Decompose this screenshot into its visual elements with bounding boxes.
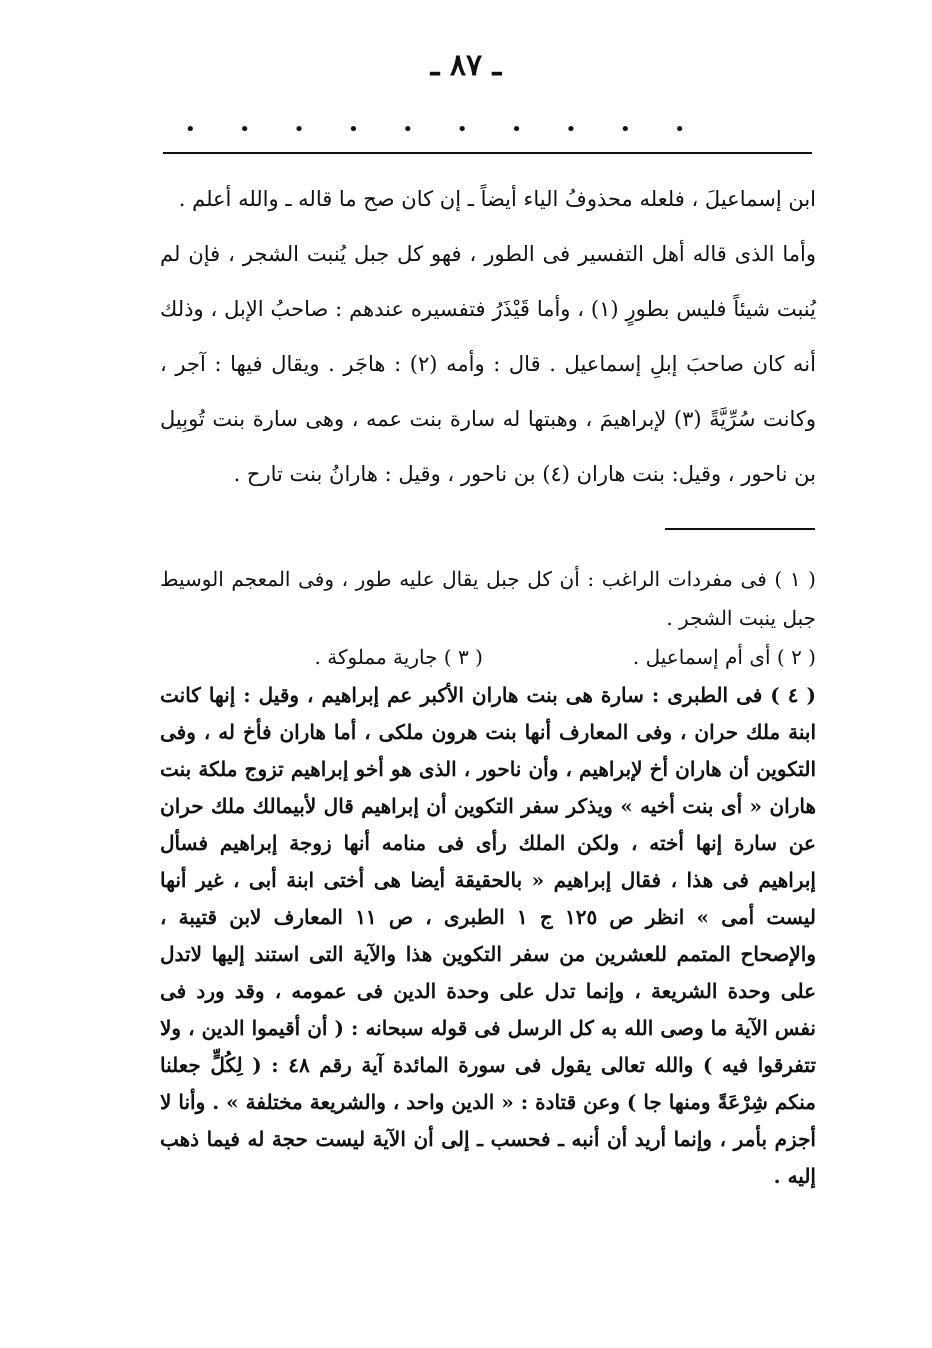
footnote-1: ( ١ ) فى مفردات الراغب : أن كل جبل يقال عليه طور ، وفى المعجم الوسيط جبل ينبت الشجر . [160,567,816,630]
footnote-divider [665,528,815,530]
footnote-3: ( ٣ ) جارية مملوكة . [314,645,483,669]
separator-dot: • [674,119,685,140]
header-rule [290,152,812,154]
separator-dot: • [185,119,196,140]
separator-dot: • [293,119,305,140]
separator-dot: • [511,119,522,140]
main-text [160,172,816,502]
separator-dot: • [456,119,468,140]
separator-dot: • [348,119,359,140]
main-paragraph: ابن إسماعيلَ ، فلعله محذوفُ الياء أيضاً ـ إن كان صح ما قاله ـ والله أعلم . [178,187,816,211]
separator-dot: • [239,119,250,140]
main-paragraph: وأما الذى قاله أهل التفسير فى الطور ، فهو كل جبل يُنبت الشجر ، فإن لم يُنبت شيئاً فليس بطورٍ (١) ، وأما قَيْذَرُ فتفسيره عندهم : صاحبُ الإبل ، وذلك أنه كان صاحبَ إبلِ إسماعيل . قال : وأمه (٢) : هاجَر . ويقال فيها : آجر ، وكانت سُرِّيَّةً (٣) لإبراهيمَ ، وهبتها له سارة بنت عمه ، وهى سارة بنت تُوبِيل بن ناحور ، وقيل: بنت هاران (٤) بن ناحور ، وقيل : هارانُ بنت تارح . [160,242,816,486]
separator-dot: • [565,119,577,140]
footnote-4: ( ٤ ) فى الطبرى : سارة هى بنت هاران الأكبر عم إبراهيم ، وقيل : إنها كانت ابنة ملك حران ، وفى المعارف أنها بنت هرون ملكى ، أما هاران فأخ له ، وفى التكوين أن هاران أخ لإبراهيم ، وأن ناحور ، الذى هو أخو إبراهيم تزوج ملكة بنت هاران « أى بنت أخيه » ويذكر سفر التكوين أن إبراهيم قال لأبيمالك ملك حران عن سارة إنها أخته ، ولكن الملك رأى فى منامه أنها زوجة إبراهيم فسأل إبراهيم فى هذا ، فقال إبراهيم « بالحقيقة أيضا هى أختى ابنة أبى ، غير أنها ليست أمى » انظر ص ١٢٥ ج ١ الطبرى ، ص ١١ المعارف لابن قتيبة ، والإصحاح المتمم للعشرين من سفر التكوين هذا والآية التى استند إليها لاتدل على وحدة الشريعة ، وإنما تدل على وحدة الدين فى عمومه ، وقد ورد فى نفس الآية ما وصى الله به كل الرسل فى قوله سبحانه : ( أن أقيموا الدين ، ولا تتفرقوا فيه ) والله تعالى يقول فى سورة المائدة آية رقم ٤٨ : ( لِكُلٍّ جعلنا منكم شِرْعَةً ومنها جا ) وعن قتادة : « الدين واحد ، والشريعة مختلفة » . وأنا لا أجزم بأمر ، وإنما أريد أن أنبه ـ فحسب ـ إلى أن الآية ليست حجة له فيما ذهب إليه . [160,683,817,1188]
separator-dot: • [620,119,631,140]
footnote-2: ( ٢ ) أى أم إسماعيل . [632,645,816,669]
footnote-row [160,638,816,677]
footnotes [160,560,816,1195]
separator-dot: • [402,119,414,140]
separator-dots [185,120,685,140]
page-number: ـ ٨٧ ـ [430,48,502,83]
